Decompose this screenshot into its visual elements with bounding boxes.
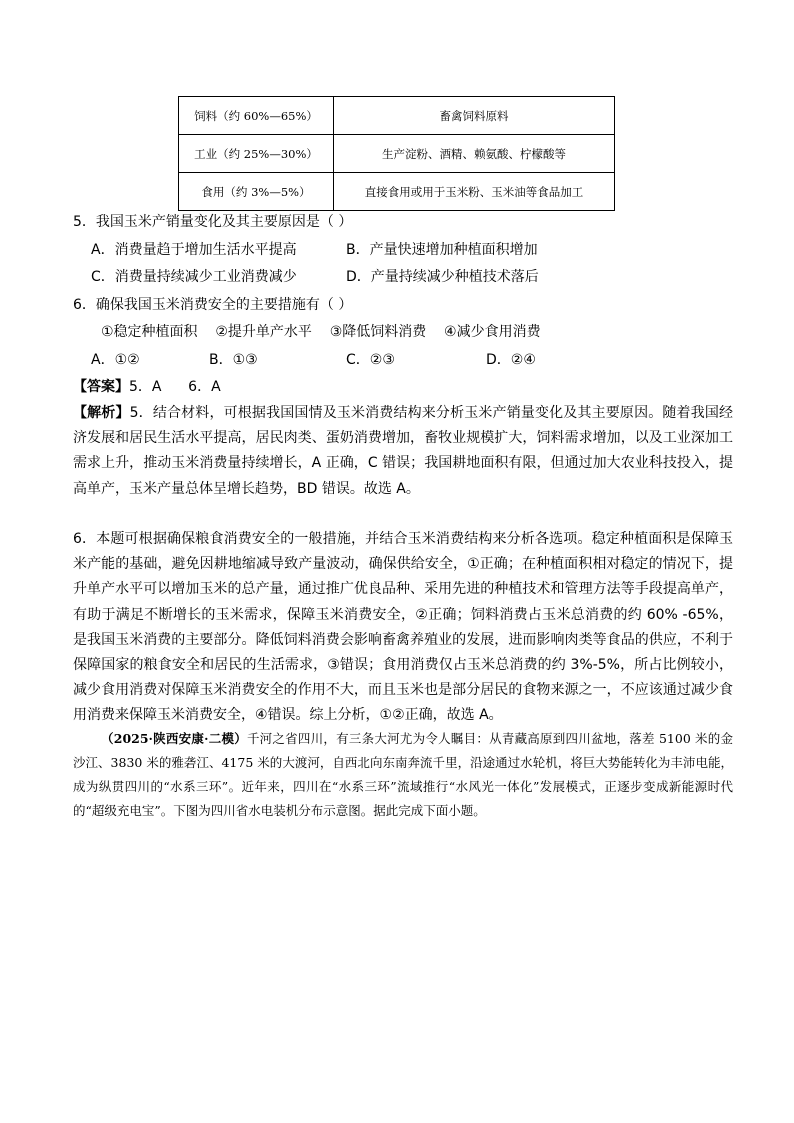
table-cell-detail: 直接食用或用于玉米粉、玉米油等食品加工 (334, 173, 615, 211)
question-5-stem: 5．我国玉米产销量变化及其主要原因是（ ） (73, 214, 353, 230)
answer-text: 5．A 6．A (129, 379, 221, 395)
answer-line (73, 377, 221, 397)
question-5-option-d: D．产量持续减少种植技术落后 (346, 269, 539, 285)
table-row (179, 135, 615, 173)
material-paragraph (73, 727, 733, 823)
analysis-paragraph-5 (73, 401, 733, 502)
table-cell-use: 食用（约 3%—5%） (179, 173, 334, 211)
analysis-paragraph-6: 6．本题可根据确保粮食消费安全的一般措施，并结合玉米消费结构来分析各选项。稳定种植面积是保障玉米产能的基础，避免因耕地缩减导致产量波动，确保供给安全，①正确；在种植面积相对稳定的情况下，提升单产水平可以增加玉米的总产量，通过推广优良品种、采用先进的种植技术和管理方法等手段提高单产，有助于满足不断增长的玉米需求，保障玉米消费安全，②正确；饲料消费占玉米总消费的约 60% -65%，是我国玉米消费的主要部分。降低饲料消费会影响畜禽养殖业的发展，进而影响肉类等食品的供应，不利于保障国家的粮食安全和居民的生活需求，③错误；食用消费仅占玉米总消费的约 3%-5%，所占比例较小，减少食用消费对保障玉米消费安全的作用不大，而且玉米也是部分居民的食物来源之一，不应该通过减少食用消费来保障玉米消费安全，④错误。综上分析，①②正确，故选 A。 (73, 531, 733, 724)
table-cell-detail: 畜禽饲料原料 (334, 97, 615, 135)
table-row (179, 97, 615, 135)
question-5-option-c: C．消费量持续减少工业消费减少 (91, 269, 297, 285)
question-6-option-a: A．①② (91, 352, 140, 368)
analysis-label: 【解析】 (73, 405, 130, 421)
question-5-option-a: A．消费量趋于增加生活水平提高 (91, 242, 297, 258)
question-5-option-b: B．产量快速增加种植面积增加 (346, 242, 538, 258)
material-text: 千河之省四川，有三条大河尤为令人瞩目：从青藏高原到四川盆地，落差 5100 米的金沙江、3830 米的雅砻江、4175 米的大渡河，自西北向东南奔流千里，沿途通过水轮机，将巨大势能转化为丰沛电能，成为纵贯四川的“水系三环”。近年来，四川在“水系三环”流域推行“水风光一体化”发展模式，正逐步变成新能源时代的“超级充电宝”。下图为四川省水电装机分布示意图。据此完成下面小题。 (73, 731, 733, 818)
question-6-option-c: C．②③ (346, 352, 395, 368)
corn-usage-table (178, 96, 615, 211)
question-6-items: ①稳定种植面积 ②提升单产水平 ③降低饲料消费 ④减少食用消费 (101, 324, 541, 340)
table-cell-use: 饲料（约 60%—65%） (179, 97, 334, 135)
answer-label: 【答案】 (73, 379, 129, 395)
question-6-option-b: B．①③ (209, 352, 258, 368)
analysis-text-5: 5．结合材料，可根据我国国情及玉米消费结构来分析玉米产销量变化及其主要原因。随着我国经济发展和居民生活水平提高，居民肉类、蛋奶消费增加，畜牧业规模扩大，饲料需求增加，以及工业深加工需求上升，推动玉米消费量持续增长，A 正确，C 错误；我国耕地面积有限，但通过加大农业科技投入，提高单产，玉米产量总体呈增长趋势，BD 错误。故选 A。 (73, 405, 734, 497)
question-6-option-d: D．②④ (486, 352, 536, 368)
table-cell-use: 工业（约 25%—30%） (179, 135, 334, 173)
material-source: （2025·陕西安康·二模） (101, 731, 247, 746)
table-cell-detail: 生产淀粉、酒精、赖氨酸、柠檬酸等 (334, 135, 615, 173)
question-6-stem: 6．确保我国玉米消费安全的主要措施有（ ） (73, 297, 353, 313)
table-row (179, 173, 615, 211)
